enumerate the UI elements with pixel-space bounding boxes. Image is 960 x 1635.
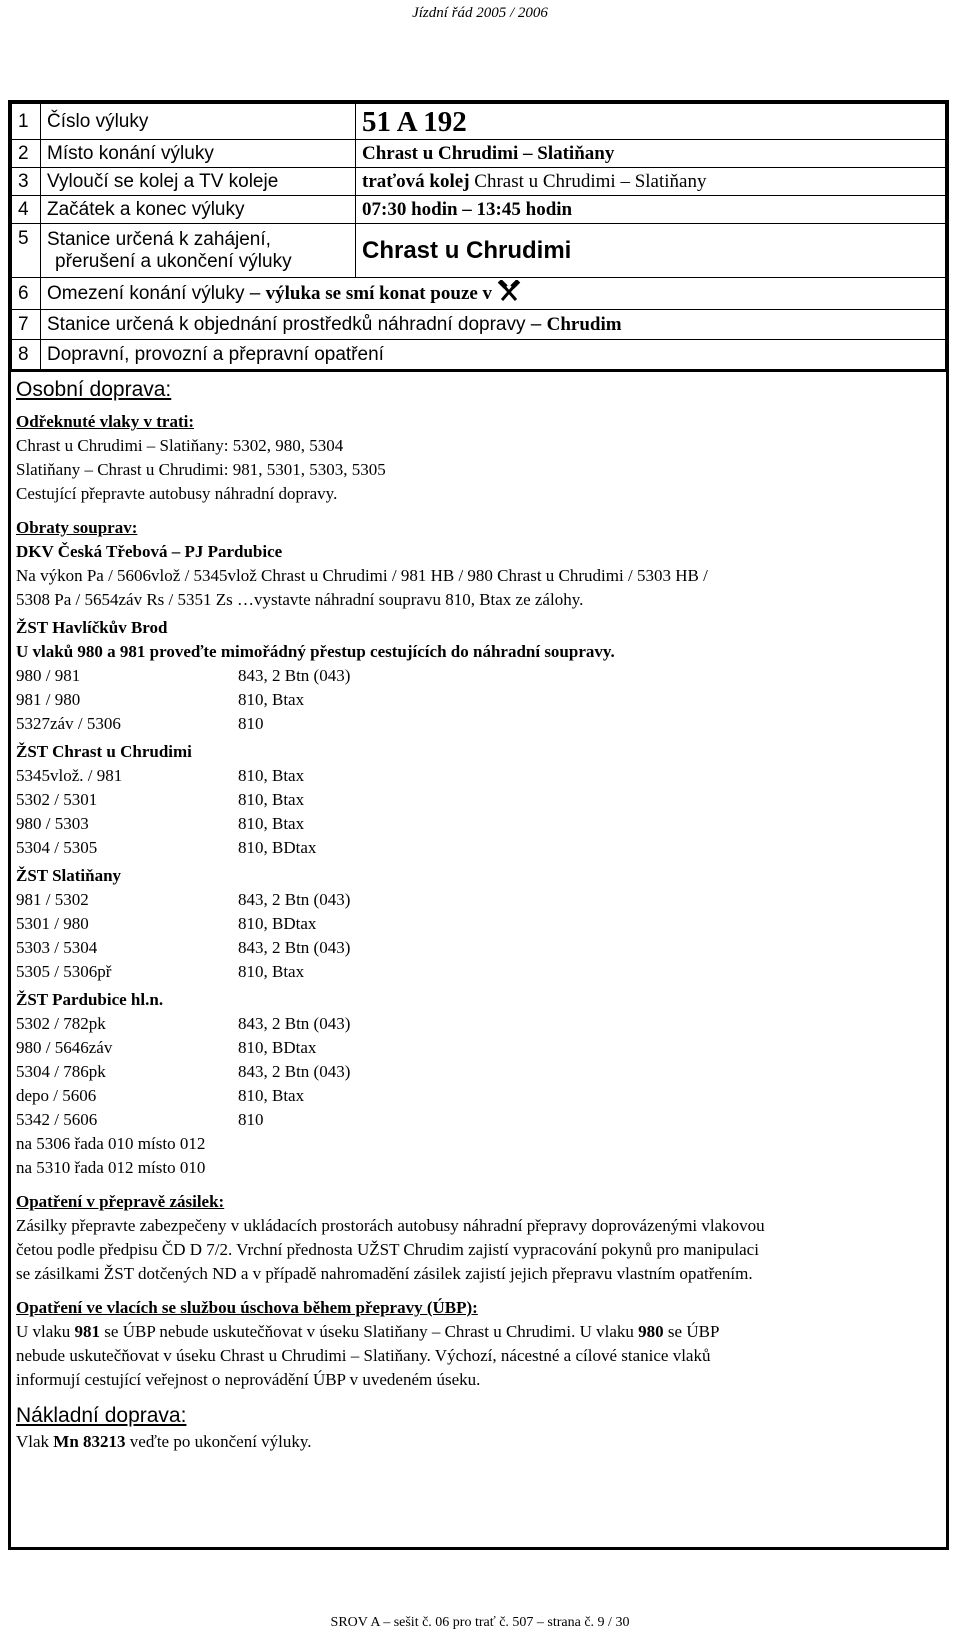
measures-section — [11, 376, 946, 1454]
row-label: Stanice určená k objednání prostředků náhradní dopravy – — [47, 313, 547, 335]
station-heading: ŽST Chrast u Chrudimi — [16, 742, 192, 761]
list-item: 5342 / 5606 810 — [16, 1110, 264, 1129]
list-item: 5327záv / 5306 810 — [16, 714, 264, 733]
depot-text: 5308 Pa / 5654záv Rs / 5351 Zs …vystavte náhradní soupravu 810, Btax ze zálohy. — [16, 590, 584, 609]
list-item: 5345vlož. / 981 810, Btax — [16, 766, 305, 785]
parcels-text: Zásilky přepravte zabezpečeny v ukládacích prostorách autobusy náhradní přepravy doprovázenými vlakovou — [16, 1216, 765, 1235]
row-number: 8 — [12, 340, 41, 370]
row-number: 5 — [12, 224, 41, 278]
cancelled-line: Slatiňany – Chrast u Chrudimi: 981, 5301, 5303, 5305 — [16, 460, 386, 479]
closure-sheet — [8, 100, 949, 1550]
depot-heading: DKV Česká Třebová – PJ Pardubice — [16, 542, 283, 561]
list-item: 980 / 5646záv 810, BDtax — [16, 1038, 317, 1057]
series-note: na 5310 řada 012 místo 010 — [16, 1158, 206, 1177]
series-note: na 5306 řada 010 místo 012 — [16, 1134, 206, 1153]
row-number: 6 — [12, 278, 41, 310]
list-item: 981 / 980 810, Btax — [16, 690, 305, 709]
passenger-heading: Osobní doprava: — [16, 378, 172, 401]
closed-track — [356, 168, 946, 196]
closed-track-bold: traťová kolej — [362, 170, 470, 192]
cancelled-line: Chrast u Chrudimi – Slatiňany: 5302, 980, 5304 — [16, 436, 344, 455]
station-heading: ŽST Slatiňany — [16, 866, 122, 885]
list-item: 980 / 5303 810, Btax — [16, 814, 305, 833]
list-item: 5304 / 5305 810, BDtax — [16, 838, 317, 857]
row-number: 1 — [12, 104, 41, 140]
station-heading: ŽST Pardubice hl.n. — [16, 990, 164, 1009]
list-item: 5303 / 5304 843, 2 Btn (043) — [16, 938, 351, 957]
parcels-heading: Opatření v přepravě zásilek: — [16, 1192, 225, 1211]
ubp-text: U vlaku 981 se ÚBP nebude uskutečňovat v úseku Slatiňany – Chrast u Chrudimi. U vlaku 980 se ÚBP — [16, 1322, 720, 1341]
list-item: 5302 / 5301 810, Btax — [16, 790, 305, 809]
row-label: Vyloučí se kolej a TV koleje — [41, 168, 356, 196]
row-number: 2 — [12, 140, 41, 168]
page-footer: SROV A – sešit č. 06 pro trať č. 507 – strana č. 9 / 30 — [330, 1615, 630, 1630]
rotations-heading: Obraty souprav: — [16, 518, 138, 537]
closure-restriction — [41, 278, 946, 310]
row-number: 4 — [12, 196, 41, 224]
depot-text: Na výkon Pa / 5606vlož / 5345vlož Chrast u Chrudimi / 981 HB / 980 Chrast u Chrudimi / 5303 HB / — [16, 566, 708, 585]
list-item: 5301 / 980 810, BDtax — [16, 914, 317, 933]
row-label: Omezení konání výluky – — [47, 282, 266, 304]
ubp-text: nebude uskutečňovat v úseku Chrast u Chrudimi – Slatiňany. Výchozí, nácestné a cílové stanice vlaků — [16, 1346, 711, 1365]
parcels-text: se zásilkami ŽST dotčených ND a v případě nahromadění zásilek zajistí jejich přepravu vlastním opatřením. — [16, 1264, 753, 1283]
row-number: 7 — [12, 310, 41, 340]
hammers-icon — [497, 280, 521, 308]
list-item: 980 / 981 843, 2 Btn (043) — [16, 666, 351, 685]
ubp-text: informují cestující veřejnost o neprovádění ÚBP v uvedeném úseku. — [16, 1370, 481, 1389]
row-number: 3 — [12, 168, 41, 196]
list-item: 5304 / 786pk 843, 2 Btn (043) — [16, 1062, 351, 1081]
row-label: Dopravní, provozní a přepravní opatření — [41, 340, 946, 370]
closure-number: 51 A 192 — [356, 104, 946, 140]
cancelled-line: Cestující přepravte autobusy náhradní dopravy. — [16, 484, 338, 503]
closure-time: 07:30 hodin – 13:45 hodin — [356, 196, 946, 224]
list-item: depo / 5606 810, Btax — [16, 1086, 305, 1105]
row-label: Začátek a konec výluky — [41, 196, 356, 224]
row-label-line2: přerušení a ukončení výluky — [55, 250, 292, 272]
replacement-order — [41, 310, 946, 340]
row-label-line1: Stanice určená k zahájení, — [47, 228, 271, 250]
row-label: Místo konání výluky — [41, 140, 356, 168]
station-heading: ŽST Havlíčkův Brod — [16, 618, 168, 637]
replacement-station: Chrudim — [546, 313, 622, 335]
station-note: U vlaků 980 a 981 proveďte mimořádný přestup cestujících do náhradní soupravy. — [16, 642, 615, 661]
freight-text: Vlak Mn 83213 veďte po ukončení výluky. — [16, 1432, 312, 1451]
ubp-heading: Opatření ve vlacích se službou úschova během přepravy (ÚBP): — [16, 1298, 478, 1317]
closed-track-rest: Chrast u Chrudimi – Slatiňany — [469, 170, 707, 192]
page-header: Jízdní řád 2005 / 2006 — [412, 5, 548, 21]
parcels-text: četou podle předpisu ČD D 7/2. Vrchní přednosta UŽST Chrudim zajistí vypracování pokynů pro manipulaci — [16, 1240, 759, 1259]
closure-station: Chrast u Chrudimi — [356, 224, 946, 278]
row-label — [41, 224, 356, 278]
list-item: 981 / 5302 843, 2 Btn (043) — [16, 890, 351, 909]
restriction-value: výluka se smí konat pouze v — [265, 282, 493, 304]
closure-place: Chrast u Chrudimi – Slatiňany — [356, 140, 946, 168]
list-item: 5302 / 782pk 843, 2 Btn (043) — [16, 1014, 351, 1033]
row-label: Číslo výluky — [41, 104, 356, 140]
freight-heading: Nákladní doprava: — [16, 1404, 187, 1427]
cancelled-trains-heading: Odřeknuté vlaky v trati: — [16, 412, 195, 431]
closure-table — [11, 103, 946, 370]
list-item: 5305 / 5306př 810, Btax — [16, 962, 305, 981]
